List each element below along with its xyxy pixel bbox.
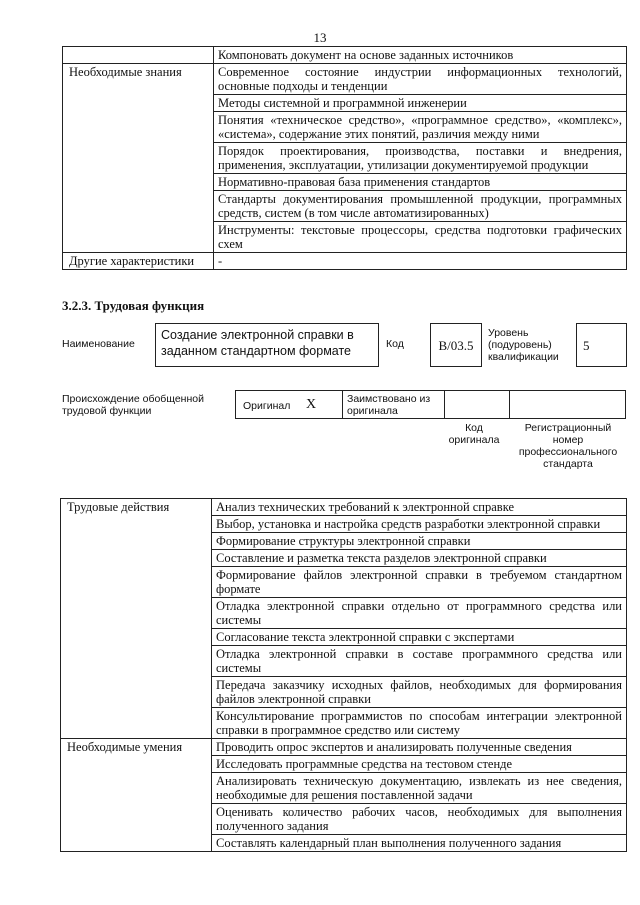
table-row bbox=[61, 499, 627, 516]
row-label bbox=[63, 47, 214, 64]
table-cell: Исследовать программные средства на тестовом стенде bbox=[212, 756, 627, 773]
table-cell: Анализировать техническую документацию, извлекать из нее сведения, необходимые для решения поставленной задачи bbox=[212, 773, 627, 804]
table-cell: Консультирование программистов по способам интеграции электронной справки в программное средство или систему bbox=[212, 708, 627, 739]
table-row bbox=[63, 64, 627, 95]
level-label: Уровень (подуровень) квалификации bbox=[488, 327, 559, 363]
name-label: Наименование bbox=[62, 338, 135, 350]
section-heading: 3.2.3. Трудовая функция bbox=[62, 298, 205, 313]
name-value: Создание электронной справки в заданном стандартном формате bbox=[161, 328, 354, 358]
table-cell: Формирование структуры электронной справки bbox=[212, 533, 627, 550]
table-row bbox=[63, 253, 627, 270]
table-cell: Компоновать документ на основе заданных источников bbox=[214, 47, 627, 64]
table-row bbox=[61, 739, 627, 756]
reg-caption: Регистрационный номер профессионального стандарта bbox=[518, 422, 618, 470]
code-value: В/03.5 bbox=[438, 338, 474, 353]
code-label: Код bbox=[386, 338, 404, 350]
name-value-box bbox=[155, 323, 379, 367]
table-cell: Выбор, установка и настройка средств разработки электронной справки bbox=[212, 516, 627, 533]
page-number: 13 bbox=[313, 30, 327, 45]
table-cell: Проводить опрос экспертов и анализировать полученные сведения bbox=[212, 739, 627, 756]
level-value-box bbox=[576, 323, 627, 367]
origin-label: Происхождение обобщенной трудовой функции bbox=[62, 393, 204, 417]
row-label: Другие характеристики bbox=[63, 253, 214, 270]
row-label: Необходимые знания bbox=[63, 64, 214, 253]
table-cell: Передача заказчику исходных файлов, необходимых для формирования файлов электронной справки bbox=[212, 677, 627, 708]
table-cell: Составление и разметка текста разделов электронной справки bbox=[212, 550, 627, 567]
table-cell: Формирование файлов электронной справки в требуемом стандартном формате bbox=[212, 567, 627, 598]
table-cell: Анализ технических требований к электронной справке bbox=[212, 499, 627, 516]
table-cell: Инструменты: текстовые процессоры, средства подготовки графических схем bbox=[214, 222, 627, 253]
original-label: Оригинал bbox=[243, 400, 291, 412]
row-label: Необходимые умения bbox=[61, 739, 212, 852]
table-cell: Отладка электронной справки в составе программного средства или системы bbox=[212, 646, 627, 677]
table-cell: Стандарты документирования промышленной продукции, программных средств, систем (в том числе автоматизированных) bbox=[214, 191, 627, 222]
origin-table bbox=[235, 390, 626, 419]
divider bbox=[342, 391, 343, 418]
table-cell: Согласование текста электронной справки с экспертами bbox=[212, 629, 627, 646]
divider bbox=[444, 391, 445, 418]
table-cell: Оценивать количество рабочих часов, необходимых для выполнения полученного задания bbox=[212, 804, 627, 835]
knowledge-table bbox=[62, 46, 627, 270]
original-mark: X bbox=[306, 397, 317, 412]
borrowed-label: Заимствовано из оригинала bbox=[347, 393, 431, 417]
divider bbox=[509, 391, 510, 418]
code-caption: Код оригинала bbox=[448, 422, 500, 446]
table-cell: Отладка электронной справки отдельно от программного средства или системы bbox=[212, 598, 627, 629]
actions-table bbox=[60, 498, 627, 852]
table-cell: Составлять календарный план выполнения полученного задания bbox=[212, 835, 627, 852]
table-cell: Методы системной и программной инженерии bbox=[214, 95, 627, 112]
table-cell: - bbox=[214, 253, 627, 270]
code-value-box bbox=[430, 323, 482, 367]
table-row bbox=[63, 47, 627, 64]
row-label: Трудовые действия bbox=[61, 499, 212, 739]
table-cell: Понятия «техническое средство», «программное средство», «комплекс», «система», содержание этих понятий, различия между ними bbox=[214, 112, 627, 143]
table-cell: Современное состояние индустрии информационных технологий, основные подходы и тенденции bbox=[214, 64, 627, 95]
table-cell: Нормативно-правовая база применения стандартов bbox=[214, 174, 627, 191]
level-value: 5 bbox=[583, 338, 590, 353]
table-cell: Порядок проектирования, производства, поставки и внедрения, применения, эксплуатации, утилизации документируемой продукции bbox=[214, 143, 627, 174]
